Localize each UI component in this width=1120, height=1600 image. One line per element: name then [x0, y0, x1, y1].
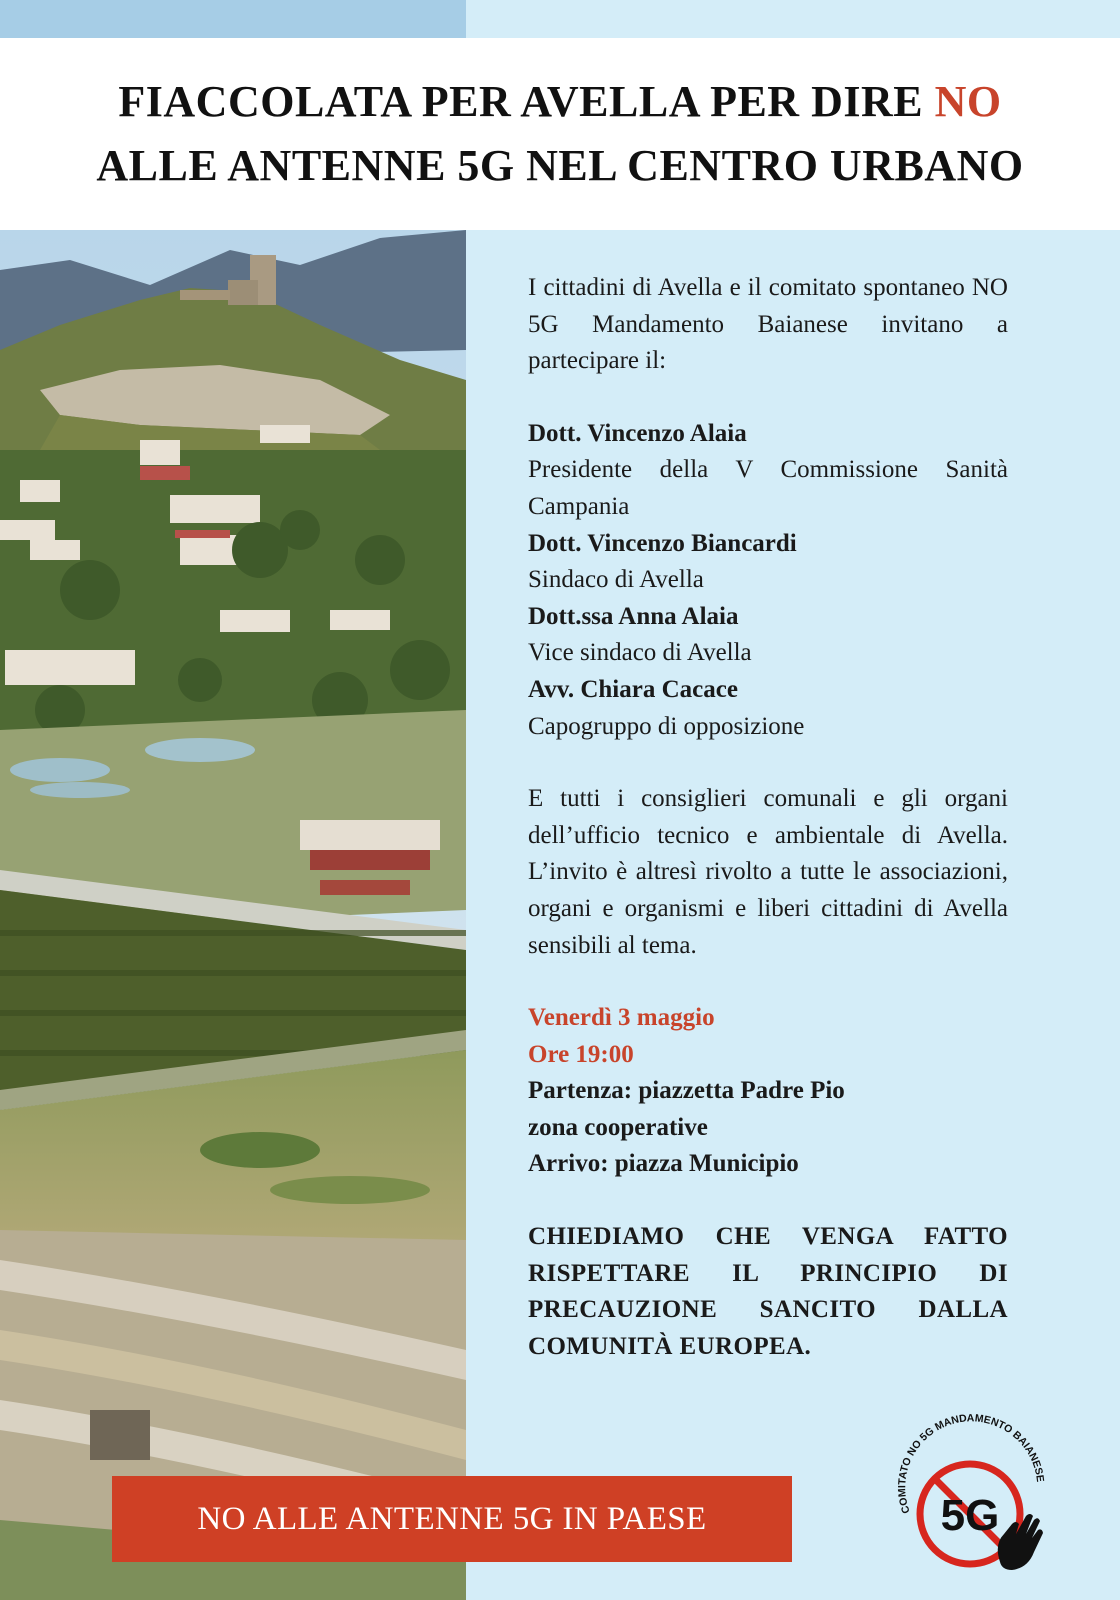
appeal-statement: CHIEDIAMO CHE VENGA FATTO RISPETTARE IL PRINCIPIO DI PRECAUZIONE SANCITO DALLA COMUNITÀ EUROPEA. [528, 1223, 1008, 1360]
event-zone: zona cooperative [528, 1113, 708, 1141]
guest-name-1: Dott. Vincenzo Alaia [528, 419, 747, 447]
title-line-1-text: FIACCOLATA PER AVELLA PER DIRE [118, 77, 935, 126]
title-accent-no: NO [934, 77, 1002, 126]
no-5g-banner: NO ALLE ANTENNE 5G IN PAESE [112, 1476, 792, 1562]
guest-role-4: Capogruppo di opposizione [528, 712, 805, 740]
invitation-text [528, 270, 1008, 1365]
guest-name-4: Avv. Chiara Cacace [528, 675, 738, 703]
event-date: Venerdì 3 maggio [528, 1004, 715, 1032]
event-arrival: Arrivo: piazza Municipio [528, 1150, 799, 1178]
event-departure: Partenza: piazzetta Padre Pio [528, 1077, 845, 1105]
top-color-strip-right [466, 0, 1120, 38]
logo-5g-text: 5G [940, 1491, 1000, 1540]
closing-paragraph: E tutti i consiglieri comunali e gli organi dell’ufficio tecnico e ambientale di Avella. L’invito è altresì rivolto a tutte le associazioni, organi e organismi e liberi cittadini di Avella sensibili al tema. [528, 785, 1008, 959]
top-color-strip-left [0, 0, 466, 38]
committee-logo [888, 1412, 1058, 1582]
logo-ring-text: COMITATO NO 5G MANDAMENTO BAIANESE [896, 1412, 1047, 1516]
guest-name-2: Dott. Vincenzo Biancardi [528, 529, 797, 557]
avella-landscape-photo [0, 230, 466, 1600]
guest-role-2: Sindaco di Avella [528, 566, 704, 594]
title-line-2: ALLE ANTENNE 5G NEL CENTRO URBANO [96, 141, 1024, 190]
guest-role-1: Presidente della V Commissione Sanità Campania [528, 456, 1008, 520]
intro-paragraph: I cittadini di Avella e il comitato spontaneo NO 5G Mandamento Baianese invitano a partecipare il: [528, 274, 1008, 375]
guest-name-3: Dott.ssa Anna Alaia [528, 602, 739, 630]
title-header [0, 38, 1120, 230]
event-time: Ore 19:00 [528, 1040, 634, 1068]
guest-role-3: Vice sindaco di Avella [528, 639, 752, 667]
title-line-1 [118, 70, 1001, 134]
